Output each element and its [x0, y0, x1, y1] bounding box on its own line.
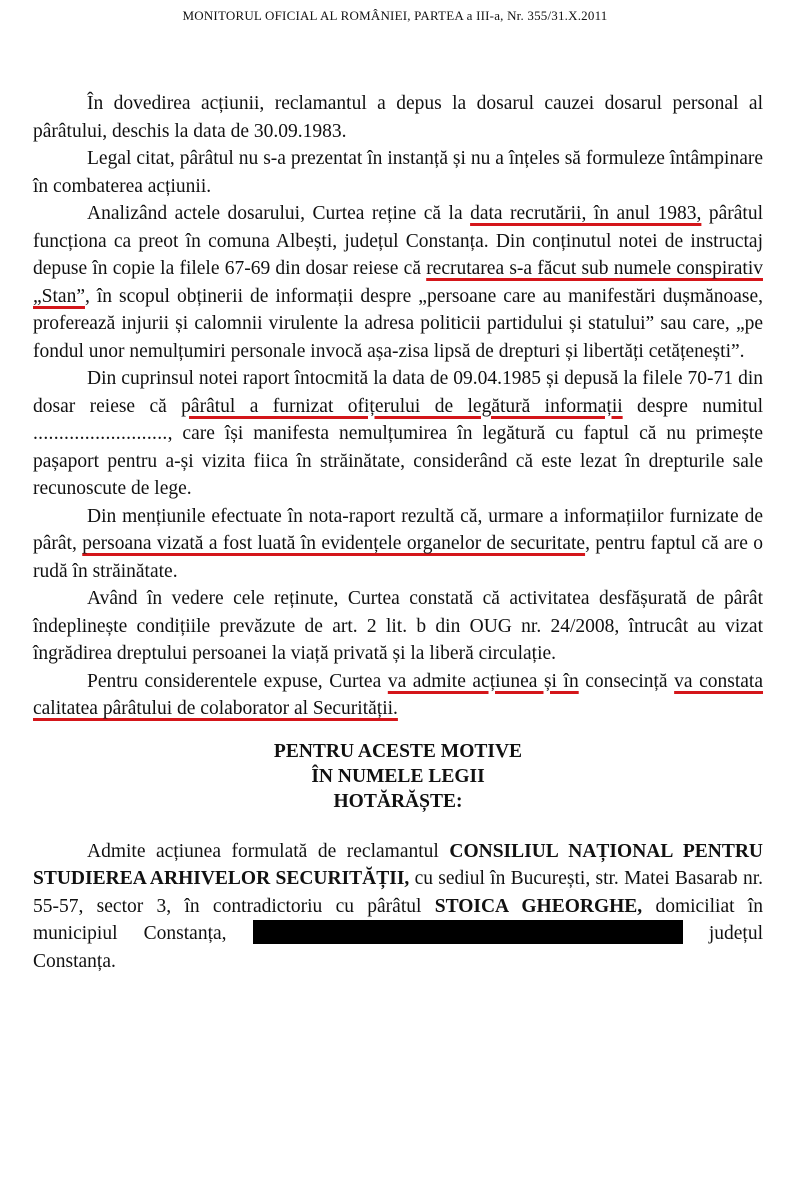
text: , în scopul obținerii de informații despre „persoane care au manifestări dușmănoase, proferează injurii și calomnii virulente la adresa politicii partidului și statului” sau care, „pe fondul unor nemulțumiri personale invocă așa-zisa lipsă de drepturi și libertăți cetățenești”.: [33, 285, 763, 362]
text: Pentru considerentele expuse, Curtea: [87, 670, 388, 692]
claimant-name: CONSILIUL NAȚIONAL PENTRU STUDIEREA ARHIVELOR SECURITĂȚII,: [33, 840, 763, 889]
redaction-box-2: [383, 920, 683, 944]
text: domiciliat în municipiul Constanța,: [33, 895, 763, 944]
paragraph-4: [33, 365, 763, 503]
text: consecință: [578, 670, 675, 692]
ruling-heading: [33, 739, 763, 814]
text: Analizând actele dosarului, Curtea reține că la: [87, 203, 471, 224]
paragraph-1: În dovedirea acțiunii, reclamantul a depus la dosarul cauzei dosarul personal al pârâtului, deschis la data de 30.09.1983.: [33, 93, 763, 142]
page-header: MONITORUL OFICIAL AL ROMÂNIEI, PARTEA a III-a, Nr. 355/31.X.2011: [182, 8, 608, 23]
paragraph-2: Legal citat, pârâtul nu s-a prezentat în instanță și nu a înțeles să formuleze întâmpinare în combaterea acțiunii.: [33, 148, 763, 197]
paragraph-7: [33, 668, 763, 723]
redacted-name-dots: ..........................: [33, 423, 168, 444]
text: despre numitul: [622, 395, 763, 417]
paragraph-5: [33, 503, 763, 586]
underlined-information-provided: pârâtul a furnizat ofițerului de legătură informații: [181, 395, 623, 417]
paragraph-6: Având în vedere cele reținute, Curtea constată că activitatea desfășurată de pârât îndeplinește condițiile prevăzute de art. 2 lit. b din OUG nr. 24/2008, întrucât au vizat îngrădirea dreptului persoanei la viață privată și la liberă circulație.: [33, 588, 763, 664]
underlined-conspirative-name: recrutarea s-a făcut sub numele conspirativ „Stan”: [33, 258, 763, 307]
text: , care își manifesta nemulțumirea în legătură cu faptul că nu primește pașaport pentru a-și vizita fiica în străinătate, considerând că este lezat în drepturile sale recunoscute de lege.: [33, 423, 763, 499]
heading-line-1: PENTRU ACESTE MOTIVE: [273, 740, 523, 762]
heading-line-3: HOTĂRĂȘTE:: [333, 790, 463, 812]
text: pârâtul funcționa ca preot în comuna Albești, județul Constanța. Din conținutul notei de instructaj depuse în copie la filele 67-69 din dosar reiese că: [33, 203, 763, 279]
paragraph-8: [33, 838, 763, 976]
heading-line-2: ÎN NUMELE LEGII: [311, 765, 485, 787]
text: cu sediul în București, str. Matei Basarab nr. 55-57, sector 3, în contradictoriu cu pârâtul: [33, 868, 764, 917]
document-body: [33, 90, 763, 975]
paragraph-3: [33, 200, 763, 365]
text: , pentru faptul că are o rudă în străinătate.: [33, 533, 763, 582]
underlined-collaborator-finding: va constata calitatea pârâtului de colaborator al Securității.: [33, 670, 764, 719]
text: Din mențiunile efectuate în nota-raport rezultă că, urmare a informațiilor furnizate de pârât,: [33, 505, 763, 554]
underlined-security-records: persoana vizată a fost luată în evidențele organelor de securitate: [82, 533, 586, 554]
redaction-box-1: [253, 920, 387, 944]
text: Admite acțiunea formulată de reclamantul: [87, 840, 450, 862]
underlined-recruitment-date: data recrutării, în anul 1983,: [470, 203, 702, 224]
underlined-admit-action: va admite acțiunea și în: [387, 670, 579, 692]
text: Din cuprinsul notei raport întocmită la data de 09.04.1985 și depusă la filele 70-71 din dosar reiese că: [33, 368, 763, 417]
text: județul Constanța.: [33, 923, 763, 972]
defendant-name: STOICA GHEORGHE,: [434, 895, 643, 917]
